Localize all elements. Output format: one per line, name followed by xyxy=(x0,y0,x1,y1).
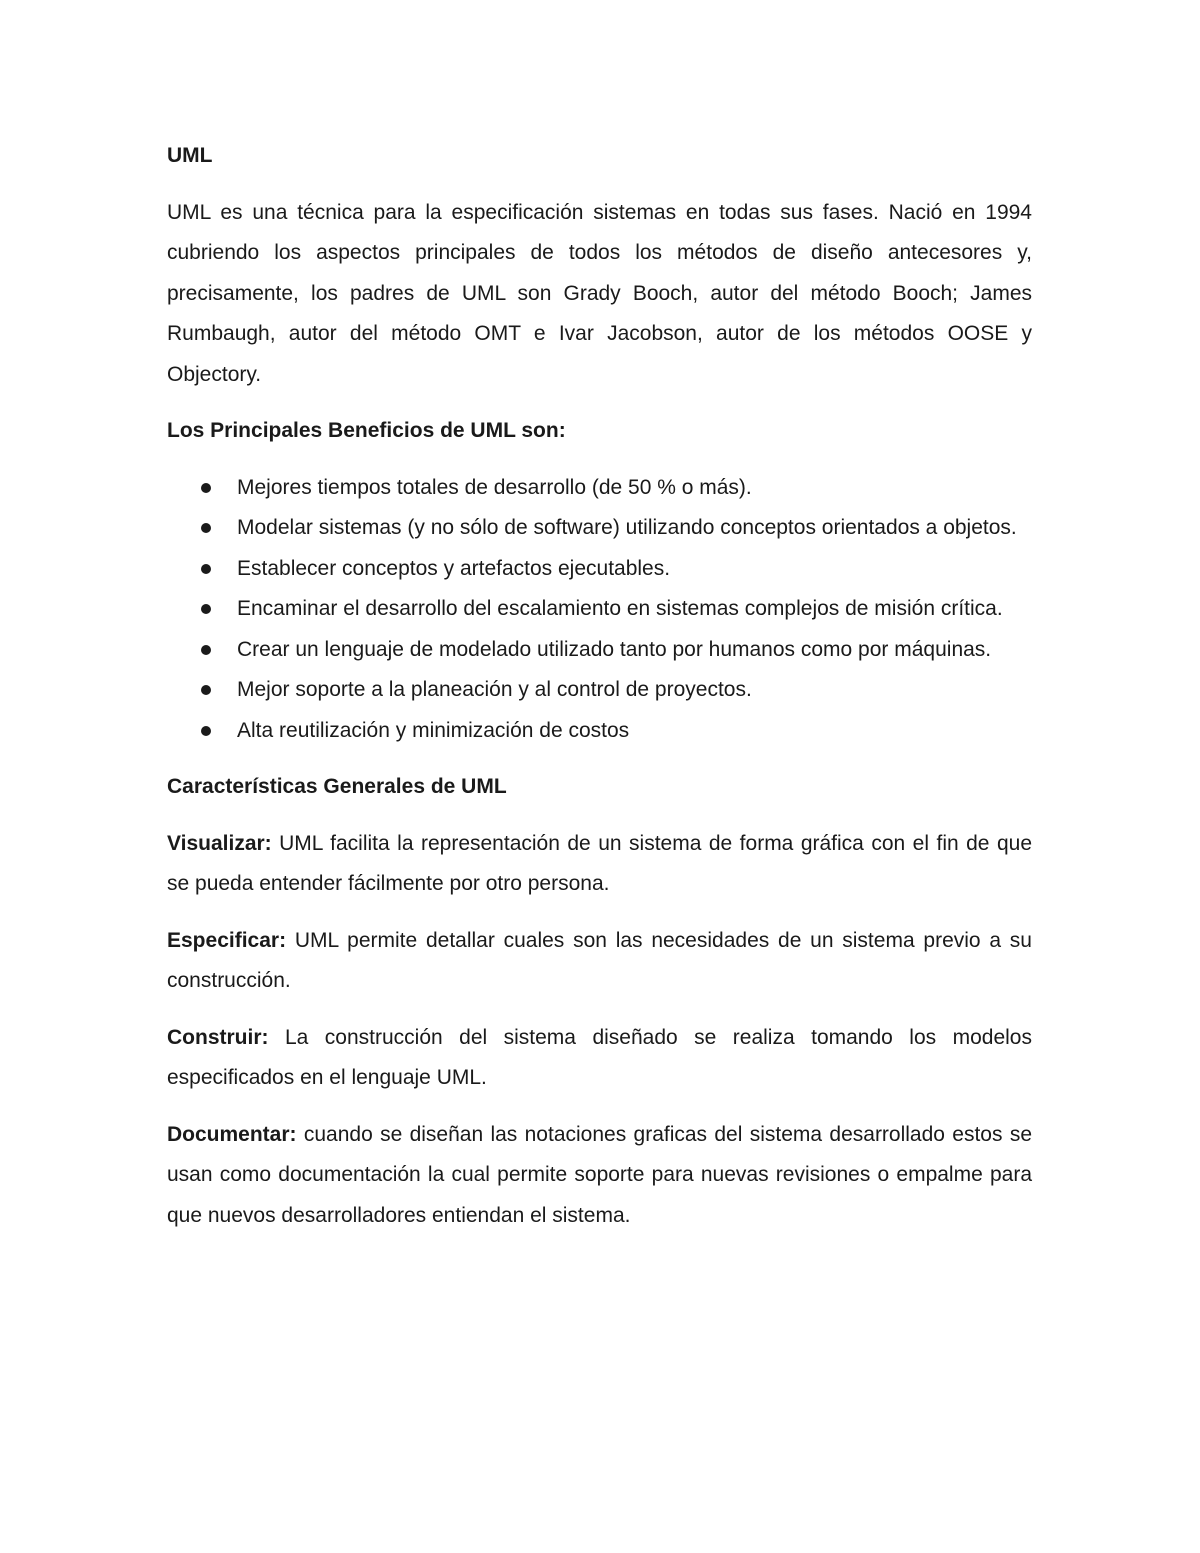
feature-text: La construcción del sistema diseñado se realiza tomando los modelos especificados en el lenguaje UML. xyxy=(167,1025,1032,1089)
feature-construir xyxy=(167,1018,1032,1099)
feature-especificar xyxy=(167,921,1032,1002)
list-item-text: Establecer conceptos y artefactos ejecutables. xyxy=(237,556,671,580)
feature-text: UML facilita la representación de un sistema de forma gráfica con el fin de que se pueda entender fácilmente por otro persona. xyxy=(167,831,1032,895)
features-heading: Características Generales de UML xyxy=(167,775,507,798)
list-item xyxy=(167,549,1032,590)
benefits-heading: Los Principales Beneficios de UML son: xyxy=(167,419,566,442)
bullet-icon xyxy=(201,483,211,493)
bullet-icon xyxy=(201,645,211,655)
list-item xyxy=(167,711,1032,752)
feature-visualizar xyxy=(167,824,1032,905)
bullet-icon xyxy=(201,604,211,614)
bullet-icon xyxy=(201,685,211,695)
feature-term: Construir: xyxy=(167,1025,269,1049)
bullet-icon xyxy=(201,564,211,574)
list-item-text: Crear un lenguaje de modelado utilizado tanto por humanos como por máquinas. xyxy=(237,637,992,661)
feature-text: cuando se diseñan las notaciones graficas del sistema desarrollado estos se usan como documentación la cual permite soporte para nuevas revisiones o empalme para que nuevos desarrolladores entiendan el sistema. xyxy=(167,1122,1032,1227)
intro-paragraph: UML es una técnica para la especificación sistemas en todas sus fases. Nació en 1994 cubriendo los aspectos principales de todos los métodos de diseño antecesores y, precisamente, los padres de UML son Grady Booch, autor del método Booch; James Rumbaugh, autor del método OMT e Ivar Jacobson, autor de los métodos OOSE y Objectory. xyxy=(167,200,1032,386)
feature-term: Visualizar: xyxy=(167,831,272,855)
list-item xyxy=(167,468,1032,509)
feature-term: Documentar: xyxy=(167,1122,297,1146)
list-item xyxy=(167,589,1032,630)
feature-documentar xyxy=(167,1115,1032,1237)
bullet-icon xyxy=(201,726,211,736)
feature-term: Especificar: xyxy=(167,928,287,952)
list-item xyxy=(167,630,1032,671)
list-item-text: Encaminar el desarrollo del escalamiento en sistemas complejos de misión crítica. xyxy=(237,597,1003,620)
document-title: UML xyxy=(167,144,213,167)
list-item-text: Modelar sistemas (y no sólo de software) utilizando conceptos orientados a objetos. xyxy=(237,516,1017,539)
feature-text: UML permite detallar cuales son las necesidades de un sistema previo a su construcción. xyxy=(167,928,1032,992)
list-item-text: Alta reutilización y minimización de costos xyxy=(237,718,630,742)
list-item xyxy=(167,508,1032,549)
document-body xyxy=(167,136,1032,1252)
list-item-text: Mejores tiempos totales de desarrollo (de 50 % o más). xyxy=(237,475,752,499)
list-item xyxy=(167,670,1032,711)
bullet-icon xyxy=(201,523,211,533)
benefits-list xyxy=(167,468,1032,752)
list-item-text: Mejor soporte a la planeación y al control de proyectos. xyxy=(237,678,752,701)
